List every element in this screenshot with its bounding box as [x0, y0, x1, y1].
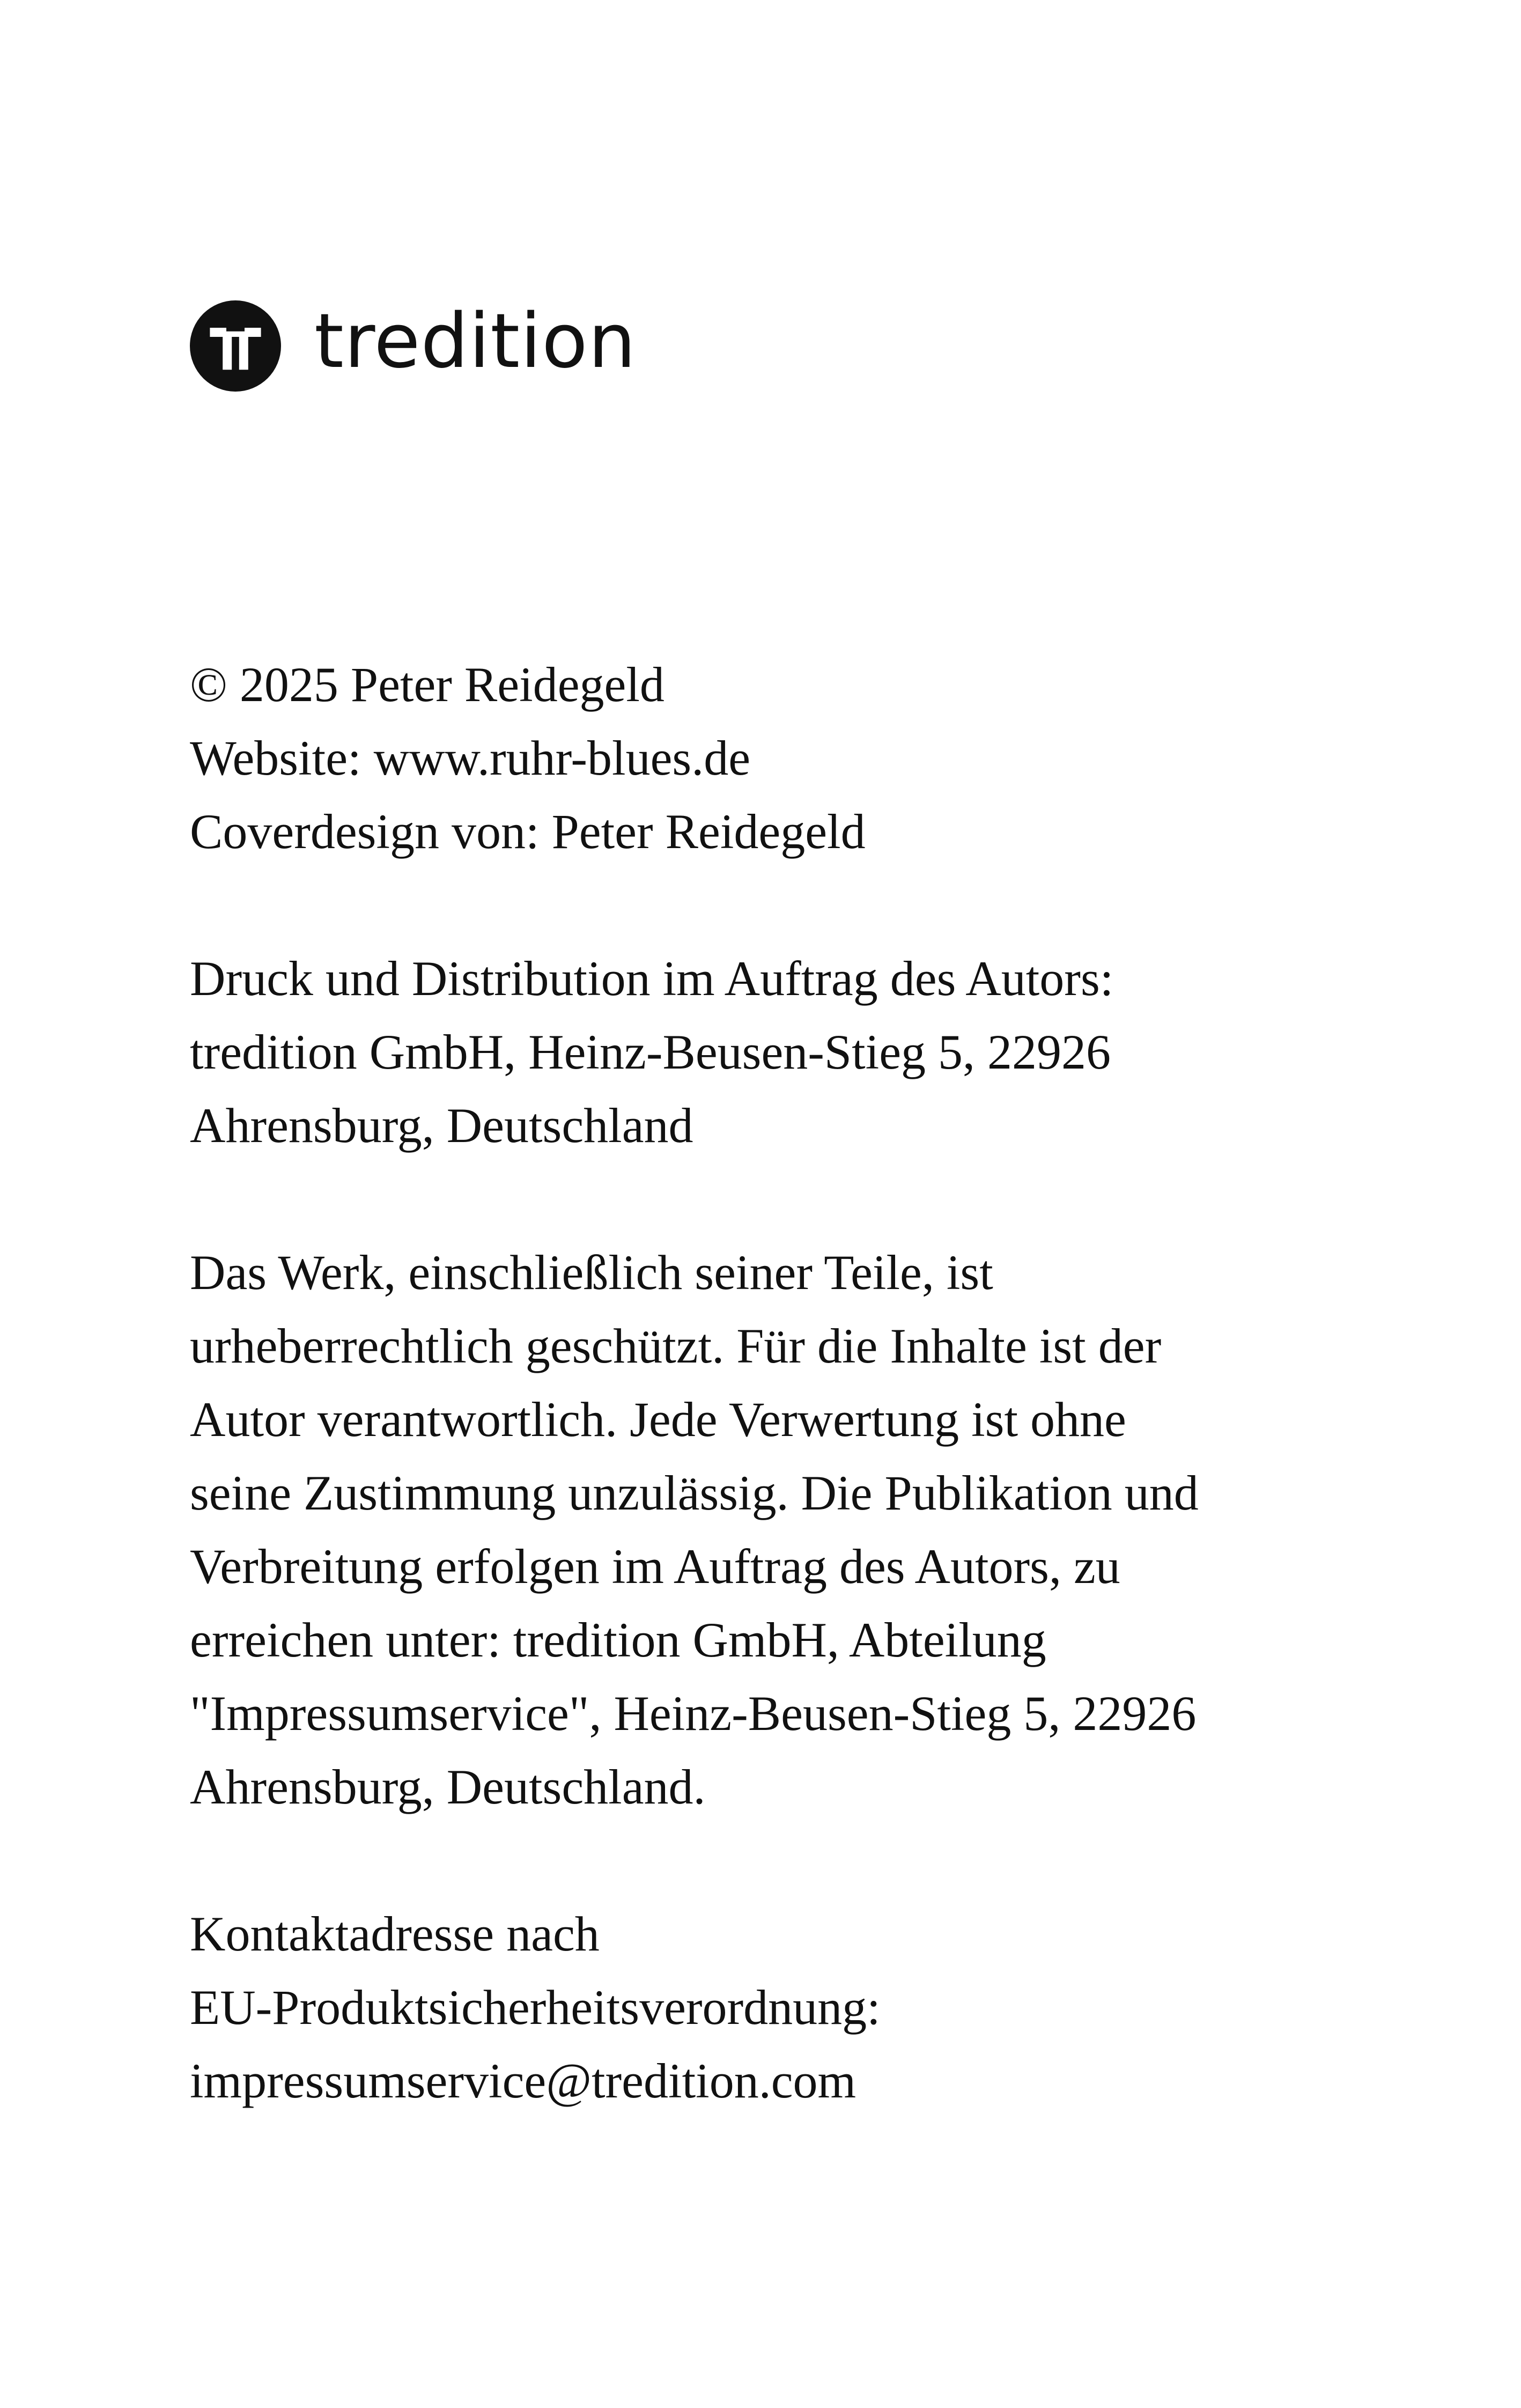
- cover-design-line: Coverdesign von: Peter Reidegeld: [190, 804, 866, 859]
- publisher-name: tredition: [314, 298, 637, 385]
- contact-email: impressumservice@tredition.com: [190, 2053, 857, 2108]
- rights-line: Verbreitung erfolgen im Auftrag des Autors, zu: [190, 1539, 1120, 1594]
- copyright-line: © 2025 Peter Reidegeld: [190, 657, 664, 712]
- rights-line: "Impressumservice", Heinz-Beusen-Stieg 5, 22926: [190, 1686, 1197, 1741]
- rights-line: Ahrensburg, Deutschland.: [190, 1759, 706, 1814]
- website-line: Website: www.ruhr-blues.de: [190, 731, 751, 785]
- distribution-line: tredition GmbH, Heinz-Beusen-Stieg 5, 22926: [190, 1025, 1111, 1079]
- distribution-line: Druck und Distribution im Auftrag des Autors:: [190, 951, 1114, 1006]
- contact-block: [190, 1897, 1423, 2118]
- rights-line: erreichen unter: tredition GmbH, Abteilung: [190, 1612, 1046, 1667]
- contact-line: EU-Produktsicherheitsverordnung:: [190, 1980, 881, 2035]
- copyright-block: [190, 648, 1423, 868]
- distribution-block: [190, 942, 1423, 1162]
- rights-block: [190, 1236, 1423, 1824]
- publisher-logo: [190, 300, 636, 392]
- rights-line: urheberrechtlich geschützt. Für die Inhalte ist der: [190, 1319, 1162, 1373]
- imprint-text: [190, 648, 1423, 2191]
- rights-line: Autor verantwortlich. Jede Verwertung ist ohne: [190, 1392, 1126, 1447]
- rights-line: Das Werk, einschließlich seiner Teile, ist: [190, 1245, 993, 1300]
- rights-line: seine Zustimmung unzulässig. Die Publikation und: [190, 1466, 1199, 1520]
- tredition-logo-icon: [190, 300, 281, 392]
- distribution-line: Ahrensburg, Deutschland: [190, 1098, 693, 1153]
- contact-line: Kontaktadresse nach: [190, 1906, 600, 1961]
